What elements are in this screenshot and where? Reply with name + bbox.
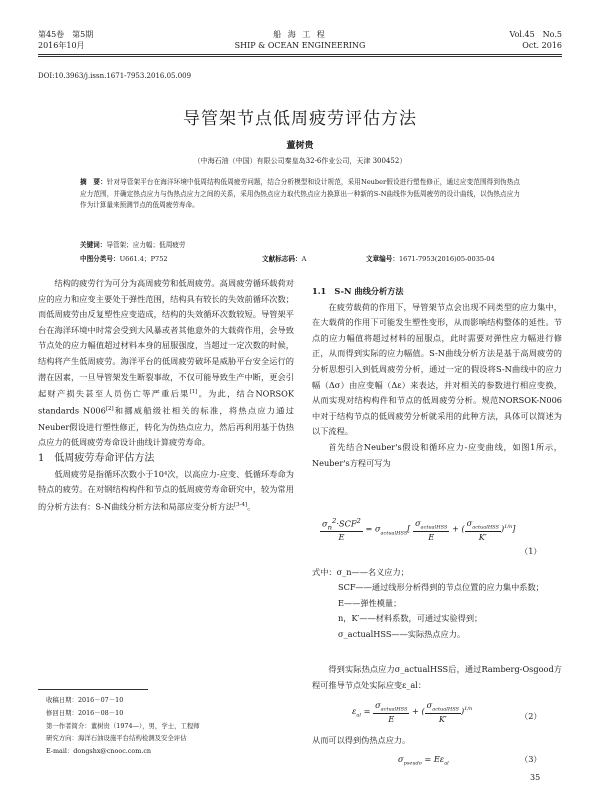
section-1-paragraph: 低周疲劳是指循环次数小于10⁴次，以高应力-应变、低循环寿命为特点的疲劳。在对钢结构构件和节点的低周疲劳寿命研究中，较为常用的分析方法有：S-N曲线分析方法和局部应变分析方法[3-4]。 <box>38 468 294 512</box>
footnote-email: E-mail：dongshx@cnooc.com.cn <box>46 747 152 756</box>
neuber-paragraph: 首先结合Neuber's假设和循环应力-应变曲线，如图1所示，Neuber's方程可写为 <box>312 441 562 468</box>
document-code: 文献标志码：A <box>262 255 307 263</box>
journal-date-en: Oct. 2016 <box>522 41 562 50</box>
def-scf: SCF——通过线形分析得到的节点位置的应力集中系数； <box>338 582 544 593</box>
keywords <box>80 240 186 252</box>
equation-1-number: （1） <box>520 546 542 556</box>
defs-intro-def1: 式中：σ_n——名义应力； <box>312 567 409 577</box>
left-column <box>38 276 294 515</box>
footnote-author: 第一作者简介：董树贵（1974—），男，学士，工程师 <box>46 721 200 730</box>
journal-name-cn: 船 海 工 程 <box>273 30 327 39</box>
symbol-definitions <box>312 565 562 642</box>
footnote-received: 收稿日期：2016－07－10 <box>46 696 124 704</box>
doi: DOI:10.3963/j.issn.1671-7953.2016.05.009 <box>38 72 192 80</box>
equation-2: $\varepsilon_{al}$ = $\frac{\sigma_{actualHSS}}{E}$ + ( $\frac{\sigma_{actualHSS}}{K'}$ )$^{1/n}$ <box>352 700 473 724</box>
keywords-text: 导管架；应力幅；低周疲劳 <box>106 241 186 249</box>
def-actual-hss: σ_actualHSS——实际热点应力。 <box>338 628 466 639</box>
journal-volume-en: Vol.45 No.5 <box>509 30 562 39</box>
article-number: 文章编号：1671-7953(2016)05-0035-04 <box>366 255 495 263</box>
journal-date: 2016年10月 <box>38 41 85 50</box>
author-affiliation: （中海石油（中国）有限公司秦皇岛32-6作业公司，天津 300452） <box>193 157 407 165</box>
def-e: E——弹性模量； <box>338 597 402 608</box>
author-name: 董树贵 <box>286 141 314 151</box>
abstract-label: 摘 要： <box>80 178 107 186</box>
journal-name-en: SHIP & OCEAN ENGINEERING <box>234 41 366 50</box>
equation-3: $\sigma_{pseudo} = E\varepsilon_{al}$ <box>398 754 449 767</box>
equation-3-number: （3） <box>520 754 542 764</box>
equation-1: $\frac{\sigma_n^2\cdot SCF^2}{E}$ = $\sigma_{actualHSS}$[ $\frac{\sigma_{actualHSS}}{E}$ + ( $\frac{\sigma_{actualHSS}}{K'}$ )$^{1/n}$] <box>322 517 516 543</box>
abstract <box>80 177 520 212</box>
def-n-k: n，K′——材料系数，可通过实验得到； <box>338 613 483 624</box>
footnote-research: 研究方向：海洋石油设施平台结构检测及安全评估 <box>46 734 187 743</box>
footnotes <box>46 694 296 758</box>
equation-2-number: （2） <box>520 711 542 721</box>
section-1-heading: 1 低周疲劳寿命评估方法 <box>38 453 155 464</box>
subsection-1-1-heading: 1.1 S-N 曲线分析方法 <box>312 286 404 296</box>
keywords-label: 关键词： <box>80 241 107 249</box>
abstract-text: 针对导管架平台在海洋环境中低周结构低周疲劳问题，结合分析模型和设计规范，采用Neuber假设进行塑性修正，通过应变范围得到伪热点应力范围，并确定热点应力与伪热点应力之间的关系，采用伪热点应力取代热点应力换算出一种新的S-N曲线作为低周疲劳的设计曲线，以伪热点应力作为计算量来预测节点的低周疲劳寿命。 <box>80 178 520 209</box>
ramberg-paragraph: 得到实际热点应力σ_actualHSS后，通过Ramberg-Osgood方程可推导节点处实际应变ε_al： <box>312 664 562 690</box>
intro-paragraph: 结构的疲劳行为可分为高周疲劳和低周疲劳。高周疲劳循环载荷对应的应力和应变主要处于弹性范围，结构具有较长的失效前循环次数；而低周疲劳由反复塑性应变造成，结构的失效循环次数较短。导管架平台在海洋环境中时常会受到大风暴或者其他意外的大载荷作用，会导致节点处的应力幅值超过材料本身的屈服强度，当超过一定次数的时候，结构将产生低周疲劳。海洋平台的低周疲劳破坏是威胁平台安全运行的潜在因素，一旦导管架发生断裂事故，不仅可能导致生产中断，更会引起财产损失甚至人员伤亡等严重后果[1]。为此，结合NORSOK standards N006[2]和挪威船级社相关的标准，将热点应力通过Neuber假设进行塑性修正，转化为伪热点应力，然后再利用基于伪热点应力的低周疲劳寿命设计曲线计算疲劳寿命。 <box>38 278 294 448</box>
footnote-revised: 修回日期：2016－08－10 <box>46 708 124 717</box>
footnote-rule <box>38 689 148 690</box>
right-column <box>312 284 562 471</box>
clc-number: 中图分类号：U661.4；P752 <box>80 255 168 263</box>
pseudo-stress-sentence: 从而可以得到伪热点应力。 <box>312 735 411 745</box>
header-rule-2 <box>38 56 562 57</box>
header-rule <box>38 54 562 55</box>
subsection-1-1-paragraph: 在疲劳载荷的作用下，导管架节点会出现不同类型的应力集中，在大载荷的作用下可能发生塑性变形，从而影响结构整体的延性。节点的应力幅值将超过材料的屈服点，此时需要对弹性应力幅进行修正，从而得到实际的应力幅值。S-N曲线分析方法是基于高周疲劳的分析思想引入到低周疲劳分析，通过一定的假设将S-N曲线中的应力幅（Δσ）由应变幅（Δε）来表达，并对相关的参数进行相应变换，从而实现对结构构件和节点的低周疲劳分析。规范NORSOK-N006中对于结构节点的低周疲劳分析就采用的此种方法，具体可以简述为以下流程。 <box>312 301 562 437</box>
journal-volume: 第45卷 第5期 <box>38 30 94 39</box>
page-number: 35 <box>530 773 541 782</box>
paper-title: 导管架节点低周疲劳评估方法 <box>183 109 417 129</box>
